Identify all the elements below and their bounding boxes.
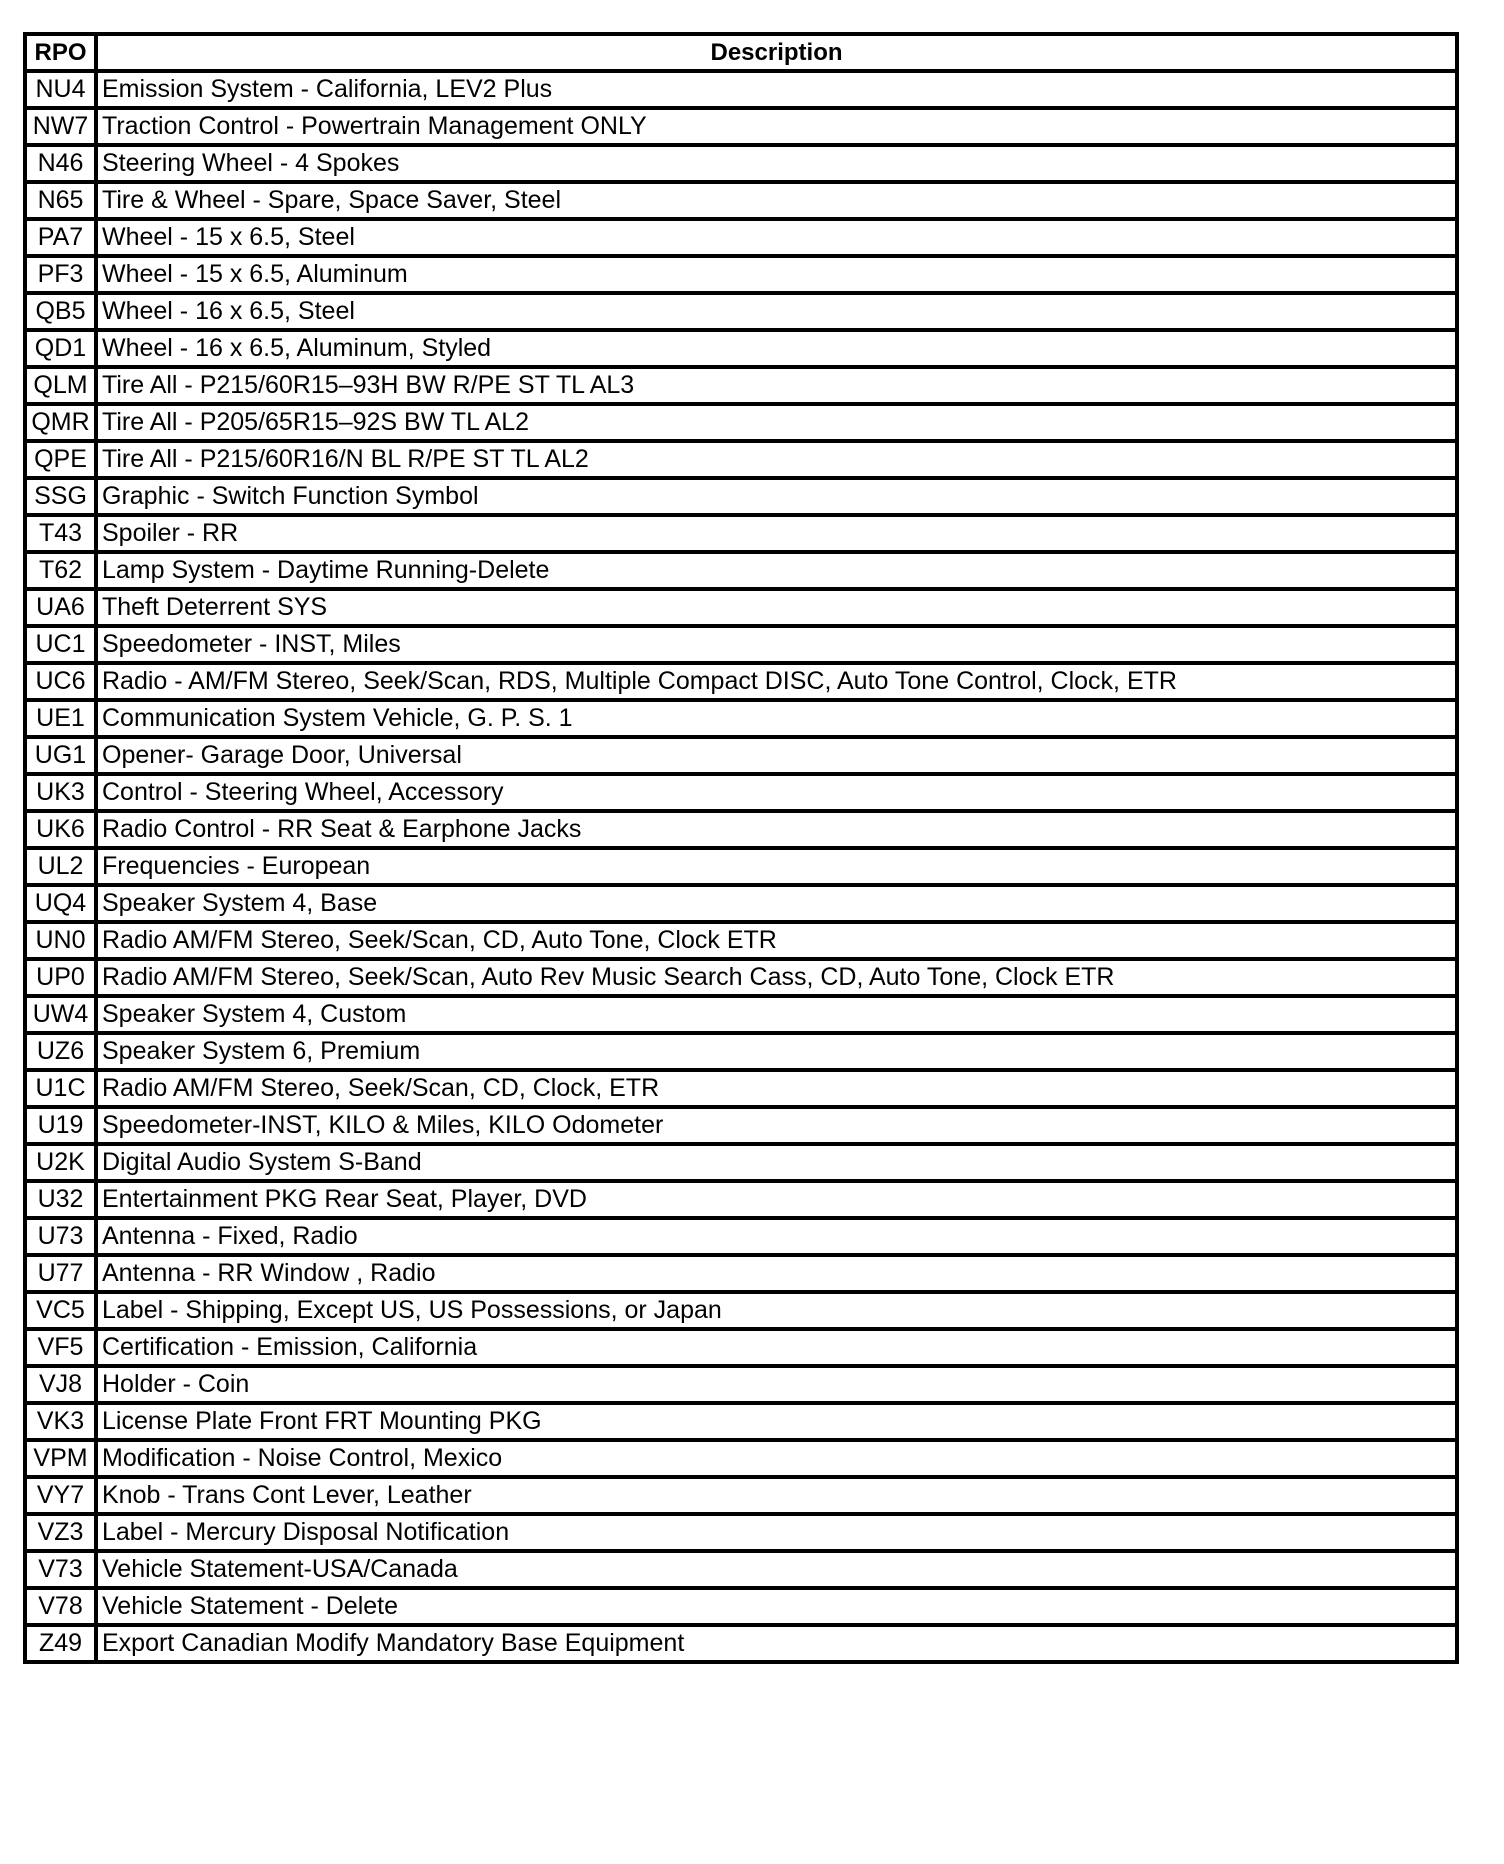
rpo-code-cell: PA7 — [25, 219, 96, 256]
rpo-code-cell: U2K — [25, 1144, 96, 1181]
table-row — [25, 330, 1457, 367]
description-cell: Tire & Wheel - Spare, Space Saver, Steel — [96, 182, 1457, 219]
description-cell: Tire All - P215/60R16/N BL R/PE ST TL AL2 — [96, 441, 1457, 478]
rpo-code-cell: VZ3 — [25, 1514, 96, 1551]
rpo-code-cell: UZ6 — [25, 1033, 96, 1070]
rpo-code-cell: UP0 — [25, 959, 96, 996]
description-cell: Export Canadian Modify Mandatory Base Equipment — [96, 1625, 1457, 1662]
rpo-code-cell: UK3 — [25, 774, 96, 811]
description-cell: Wheel - 15 x 6.5, Aluminum — [96, 256, 1457, 293]
description-cell: Tire All - P215/60R15–93H BW R/PE ST TL AL3 — [96, 367, 1457, 404]
rpo-code-cell: VF5 — [25, 1329, 96, 1366]
table-row — [25, 700, 1457, 737]
description-cell: Communication System Vehicle, G. P. S. 1 — [96, 700, 1457, 737]
table-row — [25, 552, 1457, 589]
table-row — [25, 1329, 1457, 1366]
rpo-code-cell: UL2 — [25, 848, 96, 885]
rpo-code-cell: VC5 — [25, 1292, 96, 1329]
description-cell: Radio Control - RR Seat & Earphone Jacks — [96, 811, 1457, 848]
table-body — [25, 71, 1457, 1662]
table-row — [25, 1403, 1457, 1440]
rpo-code-cell: V73 — [25, 1551, 96, 1588]
description-cell: Lamp System - Daytime Running-Delete — [96, 552, 1457, 589]
table-row — [25, 848, 1457, 885]
table-row — [25, 959, 1457, 996]
table-row — [25, 219, 1457, 256]
table-row — [25, 1033, 1457, 1070]
table-row — [25, 811, 1457, 848]
description-cell: Certification - Emission, California — [96, 1329, 1457, 1366]
table-row — [25, 1292, 1457, 1329]
table-row — [25, 441, 1457, 478]
table-header — [25, 34, 1457, 71]
table-row — [25, 1366, 1457, 1403]
table-row — [25, 1625, 1457, 1662]
description-cell: Entertainment PKG Rear Seat, Player, DVD — [96, 1181, 1457, 1218]
table-row — [25, 256, 1457, 293]
description-cell: Wheel - 15 x 6.5, Steel — [96, 219, 1457, 256]
description-cell: Theft Deterrent SYS — [96, 589, 1457, 626]
description-cell: Speaker System 4, Custom — [96, 996, 1457, 1033]
description-cell: Control - Steering Wheel, Accessory — [96, 774, 1457, 811]
table-row — [25, 1551, 1457, 1588]
description-cell: Label - Shipping, Except US, US Possessions, or Japan — [96, 1292, 1457, 1329]
rpo-code-cell: U1C — [25, 1070, 96, 1107]
table-row — [25, 1588, 1457, 1625]
rpo-code-cell: UQ4 — [25, 885, 96, 922]
rpo-code-cell: QD1 — [25, 330, 96, 367]
description-cell: License Plate Front FRT Mounting PKG — [96, 1403, 1457, 1440]
description-cell: Wheel - 16 x 6.5, Steel — [96, 293, 1457, 330]
rpo-code-cell: PF3 — [25, 256, 96, 293]
description-cell: Label - Mercury Disposal Notification — [96, 1514, 1457, 1551]
table-row — [25, 774, 1457, 811]
rpo-code-cell: N46 — [25, 145, 96, 182]
description-cell: Spoiler - RR — [96, 515, 1457, 552]
rpo-code-cell: U32 — [25, 1181, 96, 1218]
table-row — [25, 1514, 1457, 1551]
description-cell: Traction Control - Powertrain Management ONLY — [96, 108, 1457, 145]
rpo-code-cell: UC1 — [25, 626, 96, 663]
rpo-code-cell: VJ8 — [25, 1366, 96, 1403]
description-cell: Emission System - California, LEV2 Plus — [96, 71, 1457, 108]
description-cell: Modification - Noise Control, Mexico — [96, 1440, 1457, 1477]
table-row — [25, 367, 1457, 404]
table-row — [25, 996, 1457, 1033]
table-row — [25, 182, 1457, 219]
description-cell: Antenna - Fixed, Radio — [96, 1218, 1457, 1255]
rpo-code-cell: T43 — [25, 515, 96, 552]
description-cell: Speedometer-INST, KILO & Miles, KILO Odometer — [96, 1107, 1457, 1144]
description-cell: Steering Wheel - 4 Spokes — [96, 145, 1457, 182]
description-cell: Speaker System 6, Premium — [96, 1033, 1457, 1070]
rpo-code-cell: NU4 — [25, 71, 96, 108]
table-row — [25, 922, 1457, 959]
description-cell: Speaker System 4, Base — [96, 885, 1457, 922]
description-cell: Frequencies - European — [96, 848, 1457, 885]
table-row — [25, 293, 1457, 330]
rpo-code-cell: U73 — [25, 1218, 96, 1255]
table-row — [25, 1218, 1457, 1255]
header-description: Description — [96, 34, 1457, 71]
rpo-code-cell: UK6 — [25, 811, 96, 848]
table-row — [25, 1477, 1457, 1514]
description-cell: Speedometer - INST, Miles — [96, 626, 1457, 663]
rpo-code-cell: VY7 — [25, 1477, 96, 1514]
table-row — [25, 589, 1457, 626]
rpo-code-cell: UE1 — [25, 700, 96, 737]
rpo-code-cell: UG1 — [25, 737, 96, 774]
rpo-code-cell: U19 — [25, 1107, 96, 1144]
table-row — [25, 663, 1457, 700]
description-cell: Antenna - RR Window , Radio — [96, 1255, 1457, 1292]
table-row — [25, 1255, 1457, 1292]
table-row — [25, 885, 1457, 922]
header-row — [25, 34, 1457, 71]
rpo-code-cell: Z49 — [25, 1625, 96, 1662]
table-row — [25, 1440, 1457, 1477]
rpo-code-cell: VPM — [25, 1440, 96, 1477]
description-cell: Knob - Trans Cont Lever, Leather — [96, 1477, 1457, 1514]
table-row — [25, 737, 1457, 774]
description-cell: Radio AM/FM Stereo, Seek/Scan, CD, Auto Tone, Clock ETR — [96, 922, 1457, 959]
description-cell: Radio AM/FM Stereo, Seek/Scan, Auto Rev Music Search Cass, CD, Auto Tone, Clock ETR — [96, 959, 1457, 996]
table-row — [25, 404, 1457, 441]
description-cell: Vehicle Statement-USA/Canada — [96, 1551, 1457, 1588]
description-cell: Wheel - 16 x 6.5, Aluminum, Styled — [96, 330, 1457, 367]
description-cell: Radio - AM/FM Stereo, Seek/Scan, RDS, Multiple Compact DISC, Auto Tone Control, Clock, ETR — [96, 663, 1457, 700]
rpo-code-cell: UW4 — [25, 996, 96, 1033]
description-cell: Vehicle Statement - Delete — [96, 1588, 1457, 1625]
rpo-code-cell: V78 — [25, 1588, 96, 1625]
rpo-code-cell: QB5 — [25, 293, 96, 330]
description-cell: Digital Audio System S-Band — [96, 1144, 1457, 1181]
rpo-code-cell: SSG — [25, 478, 96, 515]
table-row — [25, 478, 1457, 515]
table-row — [25, 145, 1457, 182]
rpo-code-cell: VK3 — [25, 1403, 96, 1440]
description-cell: Holder - Coin — [96, 1366, 1457, 1403]
rpo-code-cell: UC6 — [25, 663, 96, 700]
rpo-code-cell: UN0 — [25, 922, 96, 959]
rpo-code-cell: T62 — [25, 552, 96, 589]
rpo-code-cell: QMR — [25, 404, 96, 441]
description-cell: Radio AM/FM Stereo, Seek/Scan, CD, Clock, ETR — [96, 1070, 1457, 1107]
rpo-code-cell: UA6 — [25, 589, 96, 626]
header-rpo: RPO — [25, 34, 96, 71]
description-cell: Tire All - P205/65R15–92S BW TL AL2 — [96, 404, 1457, 441]
table-row — [25, 515, 1457, 552]
table-row — [25, 108, 1457, 145]
rpo-code-cell: U77 — [25, 1255, 96, 1292]
rpo-code-cell: QPE — [25, 441, 96, 478]
description-cell: Opener- Garage Door, Universal — [96, 737, 1457, 774]
table-row — [25, 1107, 1457, 1144]
rpo-code-cell: N65 — [25, 182, 96, 219]
table-row — [25, 1181, 1457, 1218]
table-row — [25, 626, 1457, 663]
rpo-table — [23, 32, 1459, 1664]
rpo-code-cell: NW7 — [25, 108, 96, 145]
description-cell: Graphic - Switch Function Symbol — [96, 478, 1457, 515]
rpo-code-cell: QLM — [25, 367, 96, 404]
table-row — [25, 1144, 1457, 1181]
table-row — [25, 1070, 1457, 1107]
table-row — [25, 71, 1457, 108]
